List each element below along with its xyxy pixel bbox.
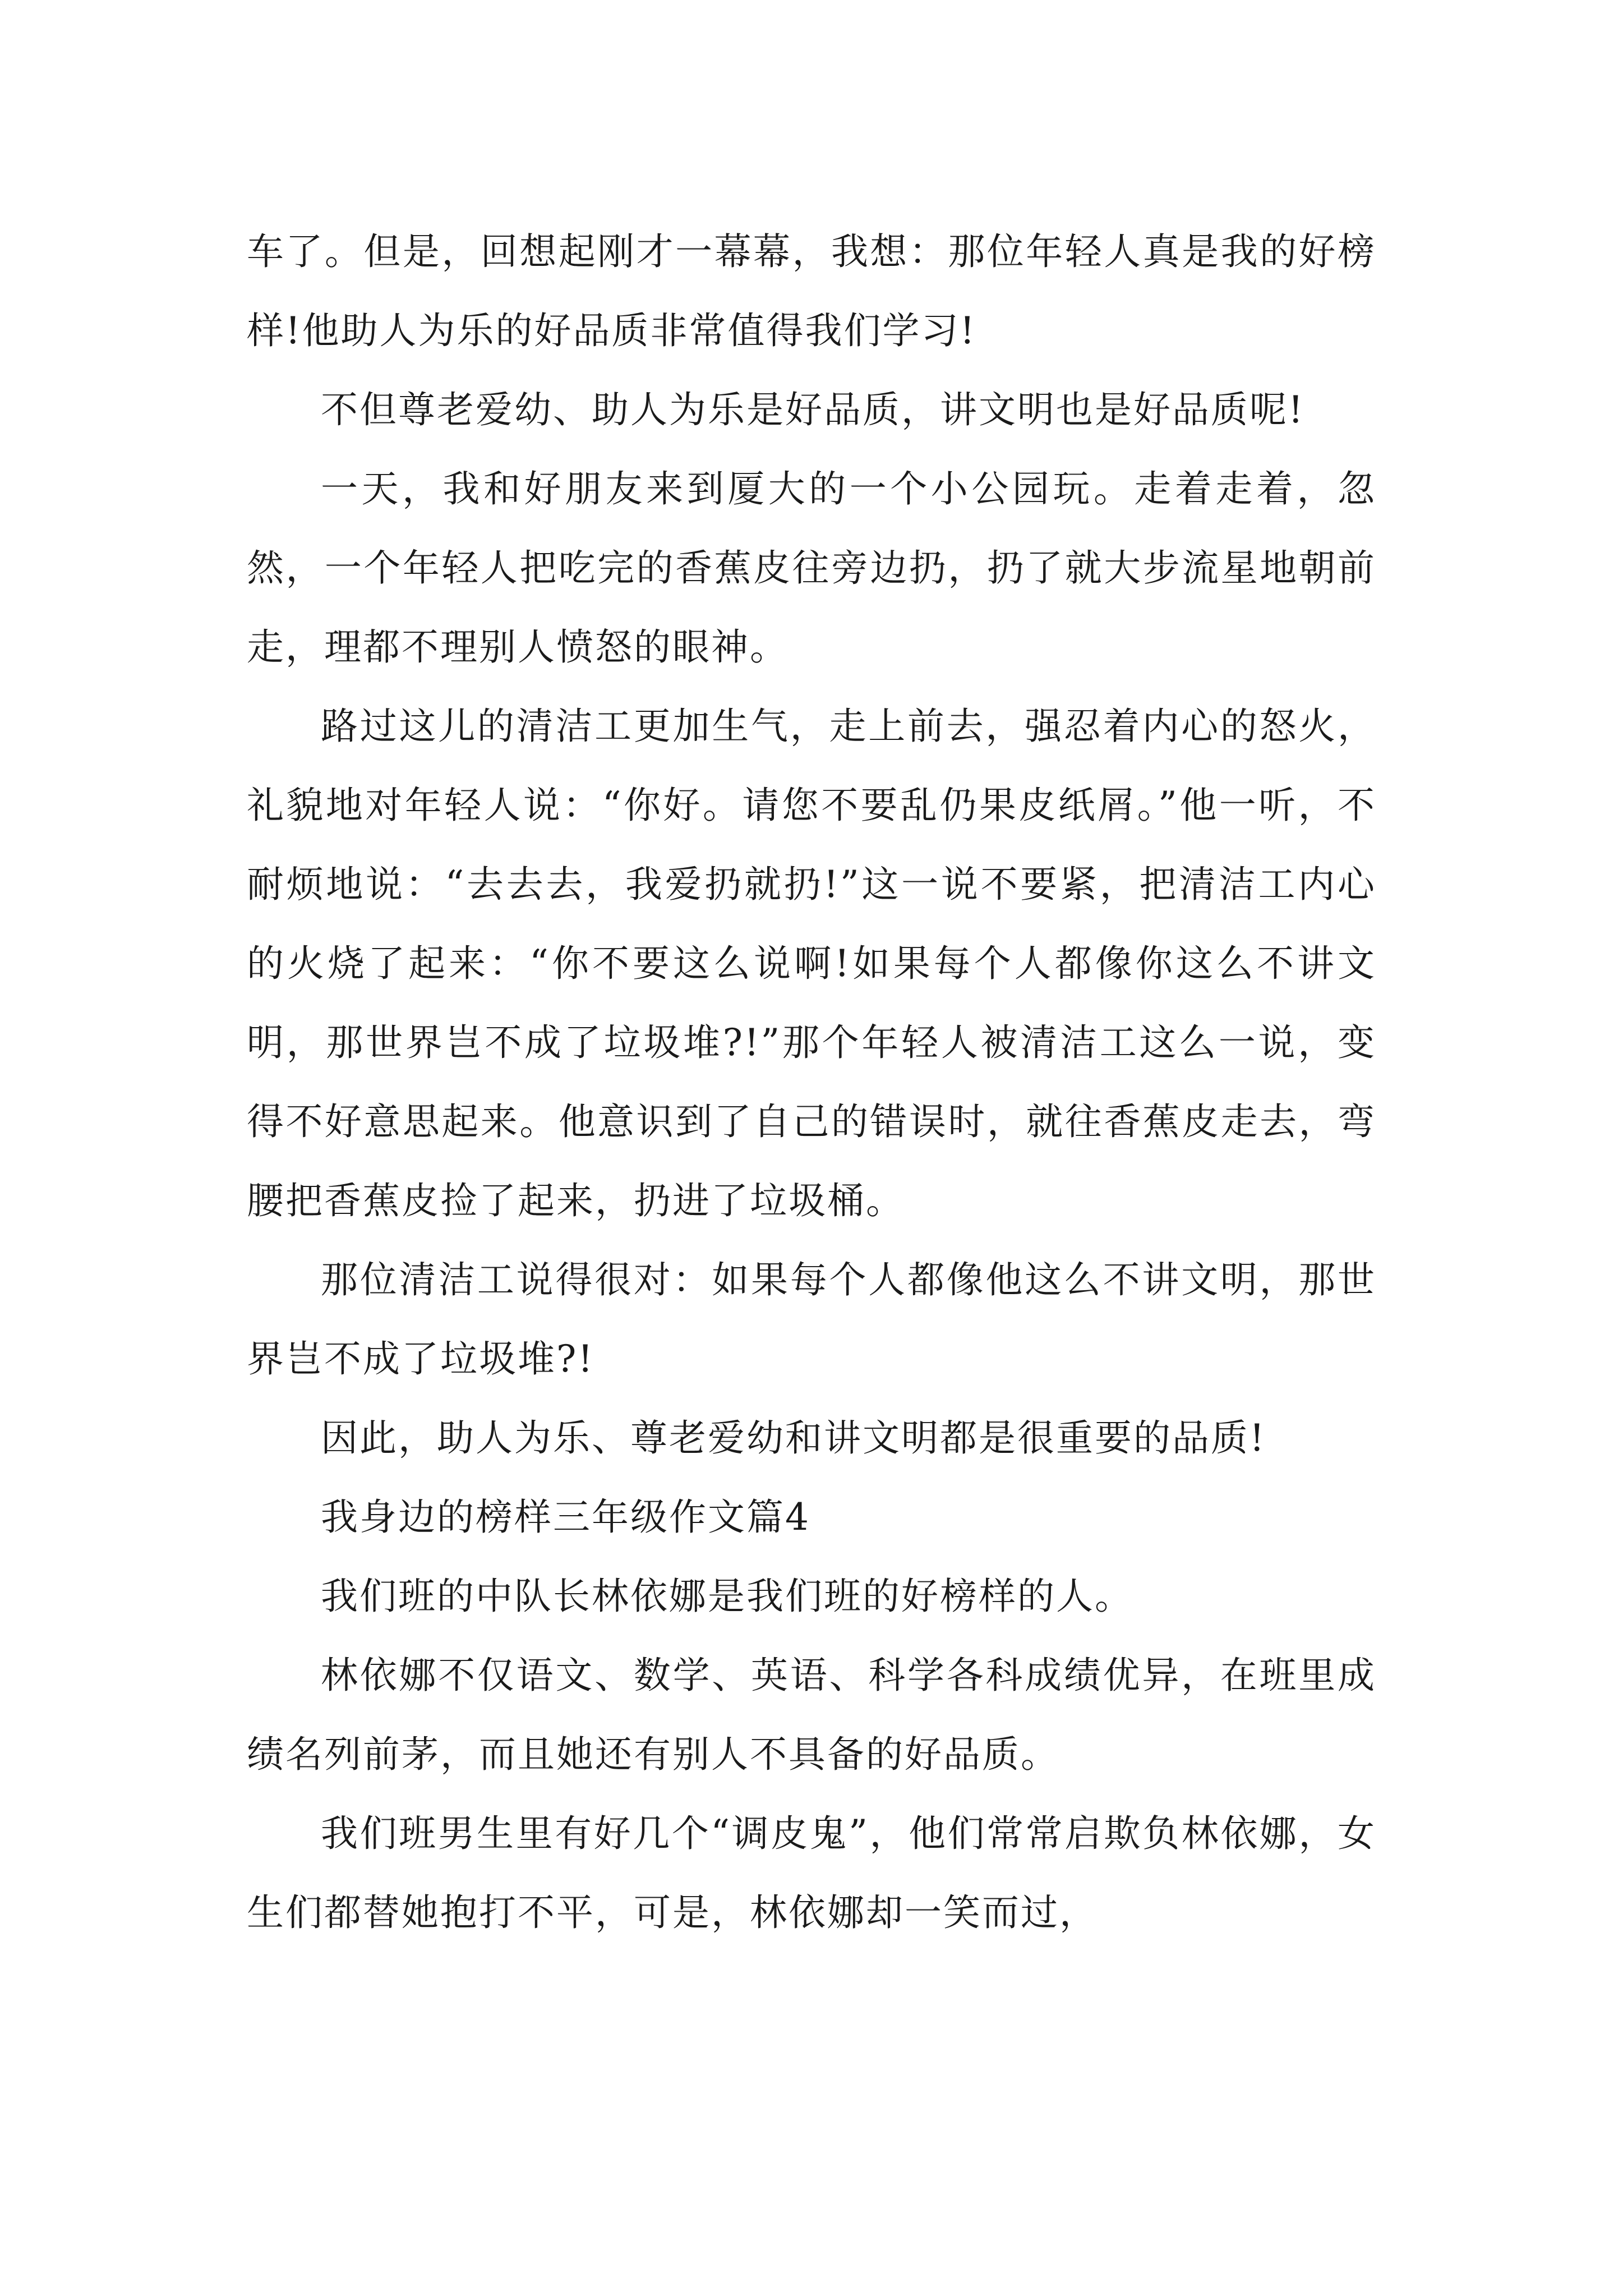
paragraph: 因此，助人为乐、尊老爱幼和讲文明都是很重要的品质!: [321, 1416, 1266, 1460]
paragraph: 我们班的中队长林依娜是我们班的好榜样的人。: [321, 1575, 1133, 1618]
document-body: [247, 212, 1376, 1952]
paragraph-continuation: 车了。但是，回想起刚才一幕幕，我想：那位年轻人真是我的好榜样!他助人为乐的好品质非常值得我们学习!: [247, 230, 1376, 352]
paragraph: 林依娜不仅语文、数学、英语、科学各科成绩优异，在班里成绩名列前茅，而且她还有别人不具备的好品质。: [247, 1654, 1376, 1776]
paragraph: 路过这儿的清洁工更加生气，走上前去，强忍着内心的怒火，礼貌地对年轻人说：“你好。请您不要乱仍果皮纸屑。”他一听，不耐烦地说：“去去去，我爱扔就扔!”这一说不要紧，把清洁工内心的火烧了起来：“你不要这么说啊!如果每个人都像你这么不讲文明，那世界岂不成了垃圾堆?!”那个年轻人被清洁工这么一说，变得不好意思起来。他意识到了自己的错误时，就往香蕉皮走去，弯腰把香蕉皮捡了起来，扔进了垃圾桶。: [247, 705, 1376, 1222]
paragraph: 一天，我和好朋友来到厦大的一个小公园玩。走着走着，忽然，一个年轻人把吃完的香蕉皮往旁边扔，扔了就大步流星地朝前走，理都不理别人愤怒的眼神。: [247, 467, 1376, 669]
paragraph: 不但尊老爱幼、助人为乐是好品质，讲文明也是好品质呢!: [321, 388, 1305, 431]
paragraph: 我们班男生里有好几个“调皮鬼”，他们常常启欺负林依娜，女生们都替她抱打不平，可是，林依娜却一笑而过，: [247, 1812, 1376, 1934]
paragraph: 那位清洁工说得很对：如果每个人都像他这么不讲文明，那世界岂不成了垃圾堆?!: [247, 1258, 1376, 1381]
section-heading: 我身边的榜样三年级作文篇4: [321, 1496, 810, 1539]
